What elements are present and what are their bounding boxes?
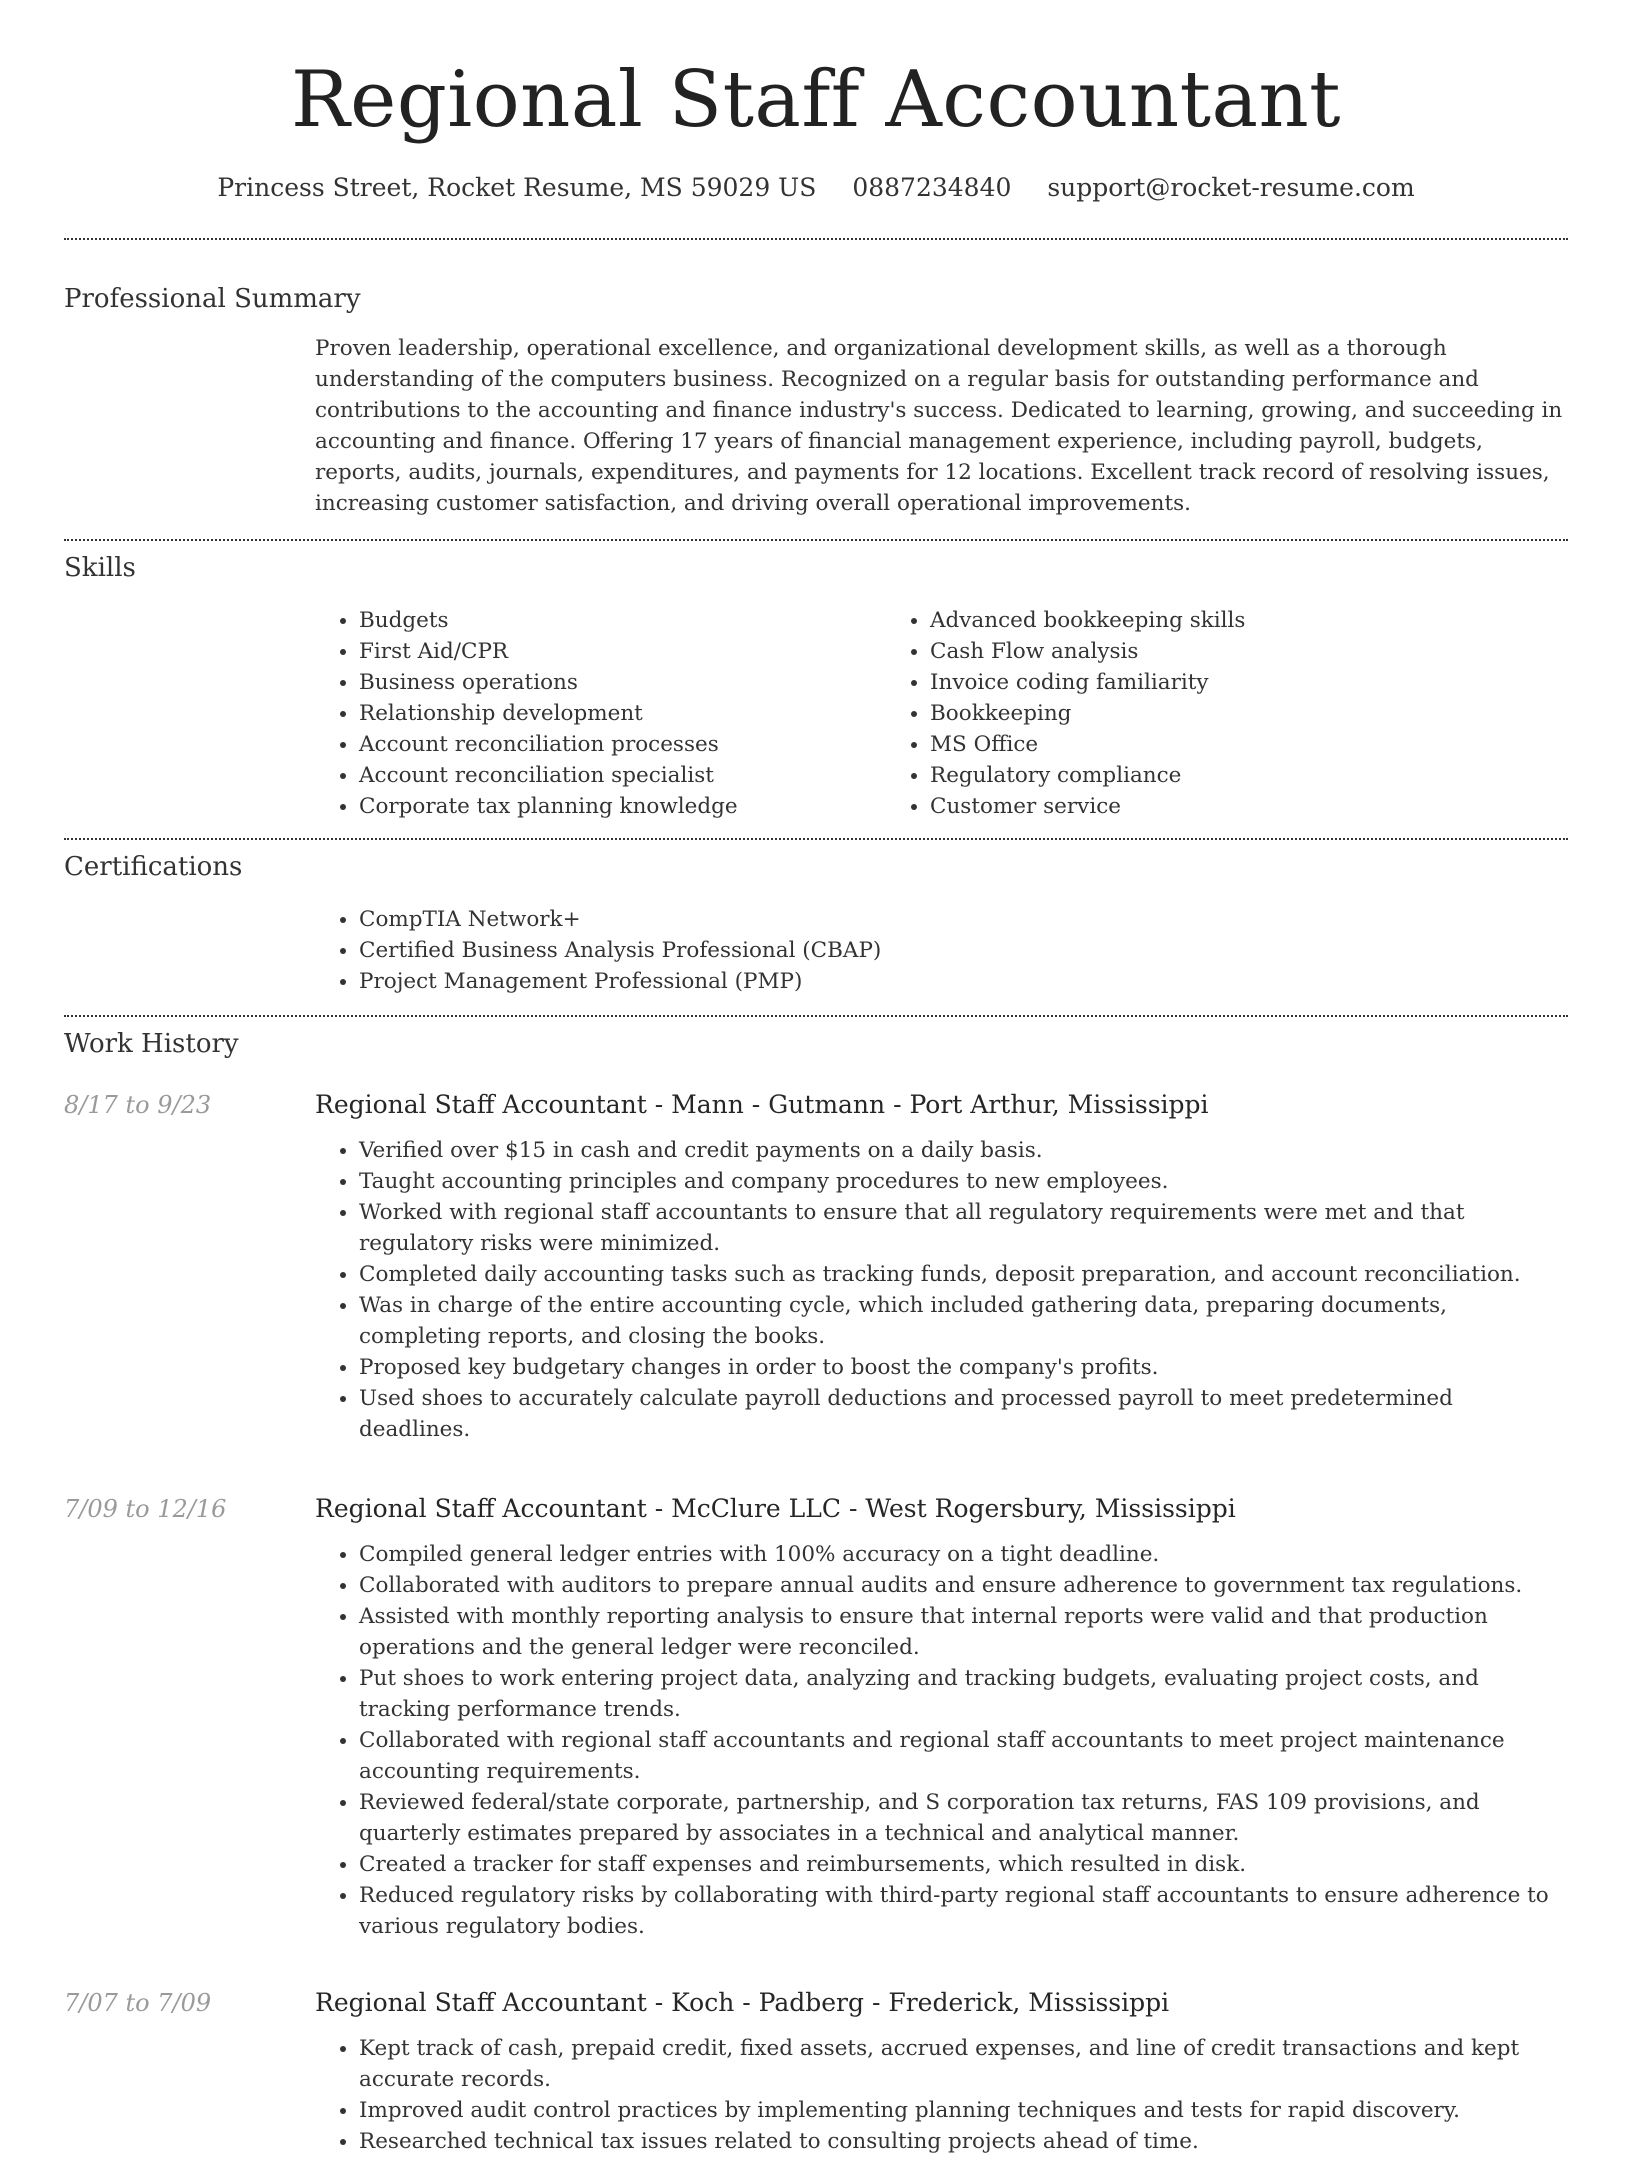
skill-item: • Customer service	[930, 791, 1457, 822]
section-title-skills: Skills	[64, 553, 136, 583]
certifications-body	[315, 884, 1568, 1015]
job-entry	[64, 1491, 1568, 1942]
skill-item: • Relationship development	[359, 698, 886, 729]
candidate-name: Regional Staff Accountant	[290, 55, 1342, 145]
job-bullet: • Researched technical tax issues related to consulting projects ahead of time.	[359, 2126, 1568, 2157]
job-bullets	[315, 2033, 1568, 2157]
job-details	[315, 1087, 1568, 1445]
job-dates: 7/09 to 12/16	[64, 1495, 227, 1523]
job-title: Regional Staff Accountant - McClure LLC - West Rogersbury, Mississippi	[315, 1494, 1236, 1523]
contact-info	[64, 172, 1568, 204]
skill-item: • Cash Flow analysis	[930, 636, 1457, 667]
section-title-certifications: Certifications	[64, 852, 243, 882]
skill-item: • Invoice coding familiarity	[930, 667, 1457, 698]
job-bullet: • Reviewed federal/state corporate, partnership, and S corporation tax returns, FAS 109 provisions, and quarterly estimates prepared by associates in a technical and analytical manner.	[359, 1787, 1568, 1849]
resume-header	[64, 0, 1568, 204]
job-title: Regional Staff Accountant - Koch - Padberg - Frederick, Mississippi	[315, 1988, 1170, 2017]
skill-item: • Regulatory compliance	[930, 760, 1457, 791]
job-bullet: • Collaborated with regional staff accountants and regional staff accountants to meet project maintenance accounting requirements.	[359, 1725, 1568, 1787]
job-bullet: • Compiled general ledger entries with 100% accuracy on a tight deadline.	[359, 1539, 1568, 1570]
job-bullet: • Kept track of cash, prepaid credit, fixed assets, accrued expenses, and line of credit transactions and kept accurate records.	[359, 2033, 1568, 2095]
certifications-section	[64, 840, 1568, 1015]
certifications-list	[315, 904, 1568, 997]
skills-columns	[315, 585, 1568, 838]
skills-list-left	[315, 605, 886, 822]
skill-item: • Business operations	[359, 667, 886, 698]
job-entry	[64, 1087, 1568, 1445]
skill-item: • Bookkeeping	[930, 698, 1457, 729]
job-bullet: • Reduced regulatory risks by collaborating with third-party regional staff accountants to ensure adherence to various regulatory bodies.	[359, 1880, 1568, 1942]
job-bullet: • Completed daily accounting tasks such as tracking funds, deposit preparation, and account reconciliation.	[359, 1259, 1568, 1290]
job-bullet: • Collaborated with auditors to prepare annual audits and ensure adherence to government tax regulations.	[359, 1570, 1568, 1601]
job-bullet: • Used shoes to accurately calculate payroll deductions and processed payroll to meet predetermined deadlines.	[359, 1383, 1568, 1445]
skill-item: • MS Office	[930, 729, 1457, 760]
job-bullets	[315, 1539, 1568, 1942]
skill-item: • Budgets	[359, 605, 886, 636]
certification-item: • Project Management Professional (PMP)	[359, 966, 1568, 997]
job-bullet: • Proposed key budgetary changes in order to boost the company's profits.	[359, 1352, 1568, 1383]
contact-address: Princess Street, Rocket Resume, MS 59029 US	[217, 173, 817, 202]
skill-item: • Corporate tax planning knowledge	[359, 791, 886, 822]
certification-item: • CompTIA Network+	[359, 904, 1568, 935]
job-dates: 8/17 to 9/23	[64, 1091, 212, 1119]
job-bullet: • Verified over $15 in cash and credit payments on a daily basis.	[359, 1135, 1568, 1166]
skill-item: • First Aid/CPR	[359, 636, 886, 667]
job-bullets	[315, 1135, 1568, 1445]
job-bullet: • Improved audit control practices by implementing planning techniques and tests for rapid discovery.	[359, 2095, 1568, 2126]
job-bullet: • Was in charge of the entire accounting cycle, which included gathering data, preparing documents, completing reports, and closing the books.	[359, 1290, 1568, 1352]
certification-item: • Certified Business Analysis Professional (CBAP)	[359, 935, 1568, 966]
skill-item: • Account reconciliation processes	[359, 729, 886, 760]
contact-email: support@rocket-resume.com	[1047, 173, 1415, 202]
skill-item: • Advanced bookkeeping skills	[930, 605, 1457, 636]
job-bullet: • Taught accounting principles and company procedures to new employees.	[359, 1166, 1568, 1197]
professional-summary-section	[64, 240, 1568, 539]
job-bullet: • Assisted with monthly reporting analysis to ensure that internal reports were valid and that production operations and the general ledger were reconciled.	[359, 1601, 1568, 1663]
skill-item: • Account reconciliation specialist	[359, 760, 886, 791]
job-details	[315, 1985, 1568, 2157]
job-details	[315, 1491, 1568, 1942]
job-bullet: • Created a tracker for staff expenses and reimbursements, which resulted in disk.	[359, 1849, 1568, 1880]
section-title-summary: Professional Summary	[64, 284, 361, 314]
job-title: Regional Staff Accountant - Mann - Gutmann - Port Arthur, Mississippi	[315, 1090, 1209, 1119]
contact-phone: 0887234840	[852, 173, 1012, 202]
skills-list-right	[886, 605, 1457, 822]
skills-section	[64, 541, 1568, 838]
job-bullet: • Worked with regional staff accountants to ensure that all regulatory requirements were met and that regulatory risks were minimized.	[359, 1197, 1568, 1259]
work-history-section	[64, 1017, 1568, 2157]
section-title-work-history: Work History	[64, 1029, 239, 1059]
job-bullet: • Put shoes to work entering project data, analyzing and tracking budgets, evaluating project costs, and tracking performance trends.	[359, 1663, 1568, 1725]
summary-text: Proven leadership, operational excellence, and organizational development skills, as well as a thorough understanding of the computers business. Recognized on a regular basis for outstanding performance and contributions to the accounting and finance industry's success. Dedicated to learning, growing, and succeeding in accounting and finance. Offering 17 years of financial management experience, including payroll, budgets, reports, audits, journals, expenditures, and payments for 12 locations. Excellent track record of resolving issues, increasing customer satisfaction, and driving overall operational improvements.	[315, 336, 1563, 516]
job-dates: 7/07 to 7/09	[64, 1989, 212, 2017]
job-entry	[64, 1985, 1568, 2157]
